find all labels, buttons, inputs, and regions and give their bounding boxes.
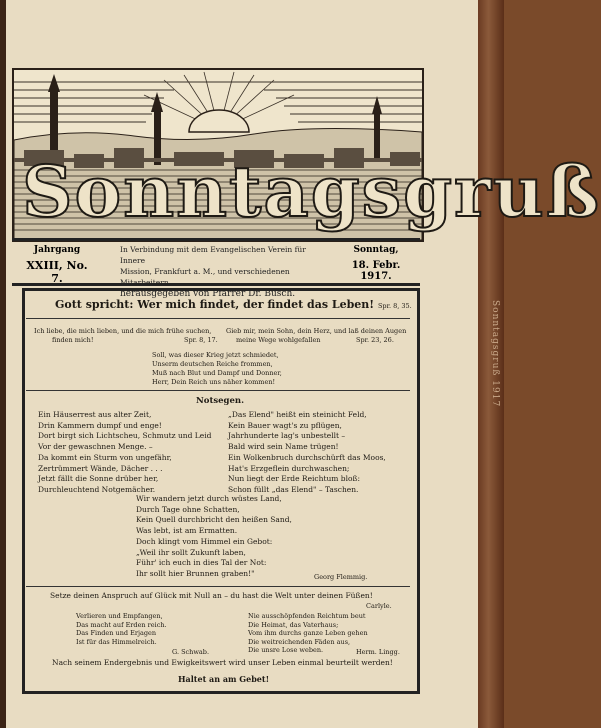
poem-line: Da kommt ein Sturm von ungefähr, [38, 452, 172, 462]
schwab-verse [76, 612, 167, 646]
verse-left-1: Ich liebe, die mich lieben, und die mich frühe suchen, [34, 327, 212, 335]
poem-line: Zertrümmert Wände, Dächer . . . [38, 463, 163, 473]
verse-right-1: Gieb mir, mein Sohn, dein Herz, und laß deinen Augen [226, 327, 407, 335]
poem-right [228, 410, 386, 496]
poem-line: Drin Kammern dumpf und enge! [38, 420, 162, 430]
volume-label: Jahrgang [33, 245, 81, 255]
lingg-author: Herm. Lingg. [356, 648, 400, 656]
motto-line [55, 298, 412, 311]
poem-line: Durchleuchtend Notgemächer. [38, 484, 156, 494]
poem-line: Ihr sollt hier Brunnen graben!" [136, 568, 255, 578]
poem-line: Wir wandern jetzt durch wüstes Land, [136, 494, 282, 503]
poem-line: Jetzt fällt die Sonne drüber her, [38, 474, 159, 484]
poem-line: Durch Tage ohne Schatten, [136, 504, 240, 514]
verse-line: Die unsre Lose weben. [248, 646, 324, 654]
poem-line: Bald wird sein Name trügen! [228, 442, 339, 452]
war-verse-4: Herr, Dein Reich uns näher kommen! [152, 378, 276, 386]
poem-line: Dort birgt sich Lichtscheu, Schmutz und Leid [38, 431, 212, 441]
poem-line: Vor der gewaschnen Menge. – [38, 442, 153, 452]
lingg-verse [248, 612, 368, 655]
issue-day: Sonntag, [353, 245, 399, 255]
spine-text: Sonntagsgruß 1917 [490, 300, 500, 408]
poem-author: Georg Flemmig. [314, 573, 368, 581]
divider [26, 586, 410, 587]
poem-line: Schon füllt „das Elend" – Taschen. [228, 484, 359, 494]
poem-line: Kein Quell durchbricht den heißen Sand, [136, 515, 292, 525]
poem-line: Ein Wolkenbruch durchschürft das Moos, [228, 452, 386, 462]
poem-line: Kein Bauer wagt's zu pflügen, [228, 420, 342, 430]
editor-line: herausgegeben von Pfarrer Dr. Busch. [120, 289, 296, 299]
verse-line: Die weitreichenden Fäden aus, [248, 637, 351, 646]
carlyle-quote: Setze deinen Anspruch auf Glück mit Null an – du hast die Welt unter deinen Füßen! [50, 591, 373, 600]
motto-ref: Spr. 8, 35. [377, 302, 412, 310]
verse-line: Die Heimat, das Vaterhaus; [248, 620, 339, 629]
masthead-title: Sonntagsgruß [22, 150, 601, 233]
motto-text: Gott spricht: Wer mich findet, der findet das Leben! [55, 298, 375, 311]
poem-line: „Weil ihr sollt Zukunft laben, [136, 547, 246, 557]
poem-line: Ein Häuserrest aus alter Zeit, [38, 410, 152, 419]
war-verse-2: Unserm deutschen Reiche frommen, [152, 360, 273, 368]
poem-line: Was lebt, ist am Ermatten. [136, 526, 238, 536]
poem-line: Jahrhunderte lag's unbestellt – [228, 431, 346, 441]
verse-line: Nie ausschöpfenden Reichtum beut [248, 612, 366, 620]
final-line: Haltet an am Gebet! [178, 674, 270, 684]
verse-right-2: meine Wege wohlgefallen [236, 336, 321, 344]
poem-title: Notsegen. [196, 396, 245, 406]
verse-line: Ist für das Himmelreich. [76, 637, 157, 646]
schwab-author: G. Schwab. [172, 648, 210, 656]
verse-line: Vom ihm durchs ganze Leben gehen [248, 629, 368, 637]
poem-line: Führ' ich euch in dies Tal der Not: [136, 558, 267, 568]
verse-left-ref: Spr. 8, 17. [184, 336, 218, 344]
closing-line: Nach seinem Endergebnis und Ewigkeitswert wird unser Leben einmal beurteilt werden! [52, 658, 393, 667]
issue-date [336, 245, 416, 282]
divider [26, 318, 410, 319]
issue-date-value: 18. Febr. 1917. [351, 260, 401, 282]
poem-line: Nun liegt der Erde Reichtum bloß: [228, 474, 361, 484]
verse-line: Das macht auf Erden reich. [76, 620, 167, 629]
verse-right-ref: Spr. 23, 26. [356, 336, 394, 344]
war-verse-3: Muß nach Blut und Dampf und Donner, [152, 369, 282, 377]
war-verse-1: Soll, was dieser Krieg jetzt schmiedet, [152, 351, 279, 359]
verse-left-2: finden mich! [52, 336, 94, 344]
verse-line: Verlieren und Empfangen, [76, 612, 163, 620]
issue-volume [22, 245, 92, 285]
poem-left [38, 410, 211, 496]
poem-line: Hat's Erzgeflein durchwaschen; [228, 463, 350, 473]
publisher-line-2: Mission, Frankfurt a. M., und verschiedenen Mitarbeitern [120, 267, 290, 287]
poem-line: Doch klingt vom Himmel ein Gebot: [136, 536, 273, 546]
verse-line: Das Finden und Erjagen [76, 629, 157, 637]
volume-number: XXIII, No. 7. [26, 259, 88, 285]
divider [26, 390, 410, 391]
poem-line: „Das Elend" heißt ein steinicht Feld, [228, 410, 367, 419]
carlyle-author: Carlyle. [366, 602, 392, 610]
poem-center [136, 494, 292, 580]
publisher-line-1: In Verbindung mit dem Evangelischen Verein für Innere [120, 245, 306, 265]
